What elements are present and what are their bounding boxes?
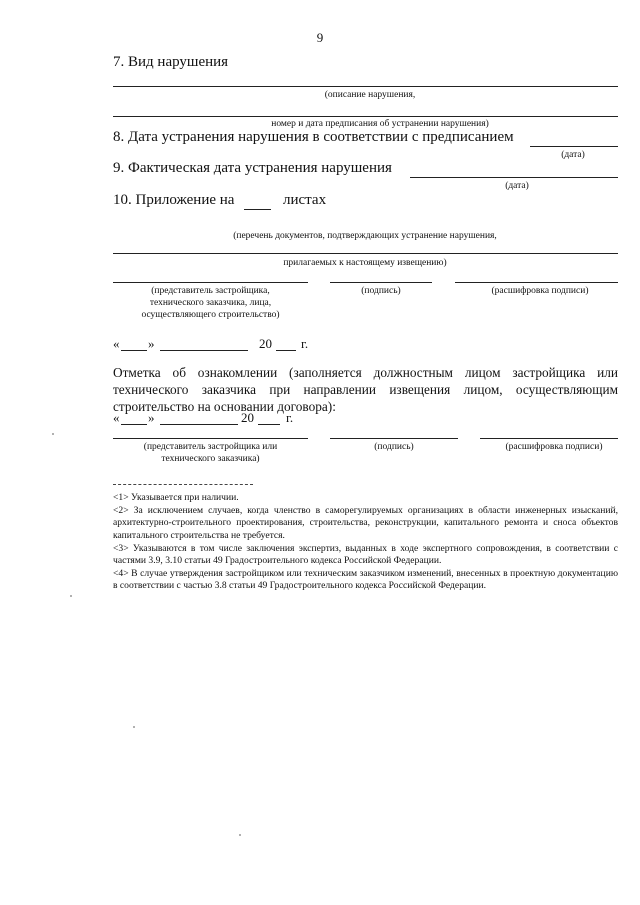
scan-speck [239, 834, 241, 836]
scan-speck [133, 726, 135, 728]
item7-caption1: (описание нарушения, [324, 90, 416, 100]
date2-close-quote: » [148, 410, 155, 425]
item7-line1 [113, 86, 618, 87]
sig1-representative-caption-1: (представитель застройщика, [151, 286, 270, 296]
sig1-representative-caption-3: осуществляющего строительство) [141, 310, 280, 320]
item9-title: 9. Фактическая дата устранения нарушения [113, 160, 392, 176]
date1-year-line [276, 350, 296, 351]
item8-date-line [530, 146, 618, 147]
sig2-representative-caption-1: (представитель застройщика или [143, 442, 278, 452]
date1-year-suffix: г. [301, 336, 309, 351]
item10-title-suffix: листах [283, 192, 327, 208]
scan-speck [52, 433, 54, 435]
item7-caption2: номер и дата предписания об устранении нарушения) [271, 119, 489, 129]
date1-day-line [121, 350, 147, 351]
item10-count-line [244, 209, 271, 210]
date1-close-quote: » [148, 336, 155, 351]
sig2-representative-line [113, 438, 308, 439]
date1-month-line [160, 350, 248, 351]
item10-caption1: (перечень документов, подтверждающих устранение нарушения, [233, 231, 497, 241]
page-number: 9 [316, 30, 324, 45]
item7-title: 7. Вид нарушения [113, 54, 229, 70]
sig1-signature-caption: (подпись) [361, 286, 401, 296]
item9-date-line [410, 177, 618, 178]
sig2-signature-caption: (подпись) [374, 442, 414, 452]
footnote-2: <2> За исключением случаев, когда членство в саморегулируемых организациях в области инженерных изысканий, архитектурно-строительного проектирования, строительства, реконструкции, капитального ремонта и сноса объектов капитального строительства не требуется. [113, 505, 618, 541]
date2-month-line [160, 424, 238, 425]
sig2-decryption-line [480, 438, 618, 439]
item10-caption2: прилагаемых к настоящему извещению) [283, 258, 447, 268]
footnote-3: <3> Указываются в том числе заключения экспертиз, выданных в ходе экспертного сопровождения, в соответствии с частями 3.9, 3.10 статьи 49 Градостроительного кодекса Российской Федерации. [113, 543, 618, 567]
sig2-representative-caption-2: технического заказчика) [161, 454, 260, 464]
date2-year-suffix: г. [286, 410, 294, 425]
item9-date-caption: (дата) [505, 181, 529, 191]
item8-date-caption: (дата) [561, 150, 585, 160]
footnote-1: <1> Указывается при наличии. [113, 492, 239, 503]
sig1-signature-line [330, 282, 432, 283]
footnote-separator [113, 484, 253, 485]
item7-line2 [113, 116, 618, 117]
footnote-4: <4> В случае утверждения застройщиком или техническим заказчиком изменений, внесенных в проектную документацию в соответствии с частью 3.8 статьи 49 Градостроительного кодекса Российской Федерации. [113, 568, 618, 592]
acknowledgement-text: Отметка об ознакомлении (заполняется должностным лицом застройщика или технического заказчика при направлении извещения лицом, осуществляющим строительство на основании договора): [113, 365, 618, 414]
date2-year-line [258, 424, 280, 425]
scan-speck [70, 595, 72, 597]
sig2-signature-line [330, 438, 458, 439]
sig1-representative-line [113, 282, 308, 283]
sig1-decryption-caption: (расшифровка подписи) [491, 286, 589, 296]
date1-open-quote: « [113, 336, 120, 351]
sig2-decryption-caption: (расшифровка подписи) [505, 442, 603, 452]
date2-open-quote: « [113, 410, 120, 425]
date1-year-prefix: 20 [259, 336, 272, 351]
item10-line1 [113, 253, 618, 254]
item8-title: 8. Дата устранения нарушения в соответствии с предписанием [113, 129, 514, 145]
sig1-representative-caption-2: технического заказчика, лица, [149, 298, 272, 308]
sig1-decryption-line [455, 282, 618, 283]
item10-title-prefix: 10. Приложение на [113, 192, 235, 208]
date2-day-line [121, 424, 147, 425]
date2-year-prefix: 20 [241, 410, 254, 425]
